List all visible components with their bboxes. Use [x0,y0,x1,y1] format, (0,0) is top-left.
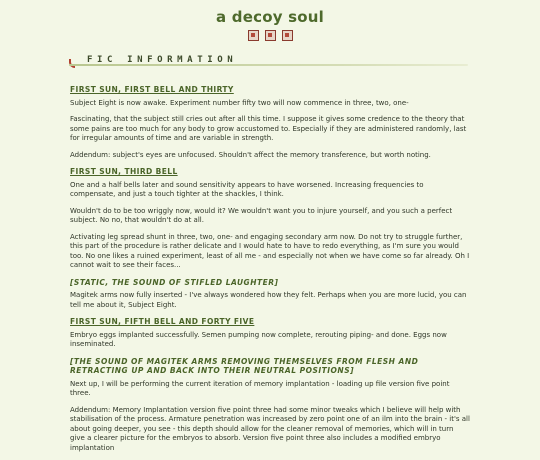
paragraph: Subject Eight is now awake. Experiment number fifty two will now commence in three, two, one- [70,98,409,107]
section-title: FIC INFORMATION [87,55,238,65]
title-ornaments [0,30,540,41]
paragraph: Embryo eggs implanted successfully. Semen pumping now complete, rerouting piping- and done. Eggs now inseminated. [70,330,447,348]
ornament-icon [265,30,276,41]
paragraph: Addendum: Memory Implantation version five point three had some minor tweaks which I believe will help with stabilisation of the process. Armature penetration was increased by zero point one of an ilm into the brain - it's all about going deeper, you see - this depth should allow for the cleaner removal of memories, which will in turn give a clearer picture for the embryos to absorb. Version five point three also includes a modified embryo implantation [70,405,470,452]
paragraph: Activating leg spread shunt in three, two, one- and engaging secondary arm now. Do not try to struggle further, this part of the procedure is rather delicate and I would hate to have to redo everything, as I'm sure you would too. No one likes a ruined experiment, least of all me - and especially not when we have come so far already. Oh I cannot wait to see their faces... [70,232,470,269]
paragraph: Fascinating, that the subject still cries out after all this time. I suppose it gives some credence to the theory that some pains are too much for any body to grow accustomed to. Especially if they are administered randomly, last for irregular amounts of time and are variable in strength. [70,115,467,142]
section-heading: FIRST SUN, THIRD BELL [70,167,178,176]
stage-direction: [STATIC, THE SOUND OF STIFLED LAUGHTER] [70,277,279,287]
section-heading: FIRST SUN, FIRST BELL AND THIRTY [70,85,234,94]
fic-content [70,85,470,460]
paragraph: Addendum: subject's eyes are unfocused. Shouldn't affect the memory transference, but worth noting. [70,150,431,159]
paragraph: Next up, I will be performing the current iteration of memory implantation - loading up file version five point three. [70,379,450,397]
ornament-icon [282,30,293,41]
section-heading: FIRST SUN, FIFTH BELL AND FORTY FIVE [70,317,255,326]
page [0,8,540,452]
paragraph: Wouldn't do to be too wriggly now, would it? We wouldn't want you to injure yourself, and you such a perfect subject. No no, that wouldn't do at all. [70,206,453,224]
paragraph: One and a half bells later and sound sensitivity appears to have worsened. Increasing frequencies to compensate, and just a touch tighter at the shackles, I think. [70,180,424,198]
site-title[interactable]: a decoy soul [216,8,324,26]
ornament-icon [248,30,259,41]
paragraph: Magitek arms now fully inserted - I've always wondered how they felt. Perhaps when you are more lucid, you can tell me about it, Subject Eight. [70,291,467,309]
section-header [69,55,468,67]
stage-direction: [THE SOUND OF MAGITEK ARMS REMOVING THEMSELVES FROM FLESH AND RETRACTING UP AND BACK INTO THEIR NEUTRAL POSITIONS] [70,356,419,375]
